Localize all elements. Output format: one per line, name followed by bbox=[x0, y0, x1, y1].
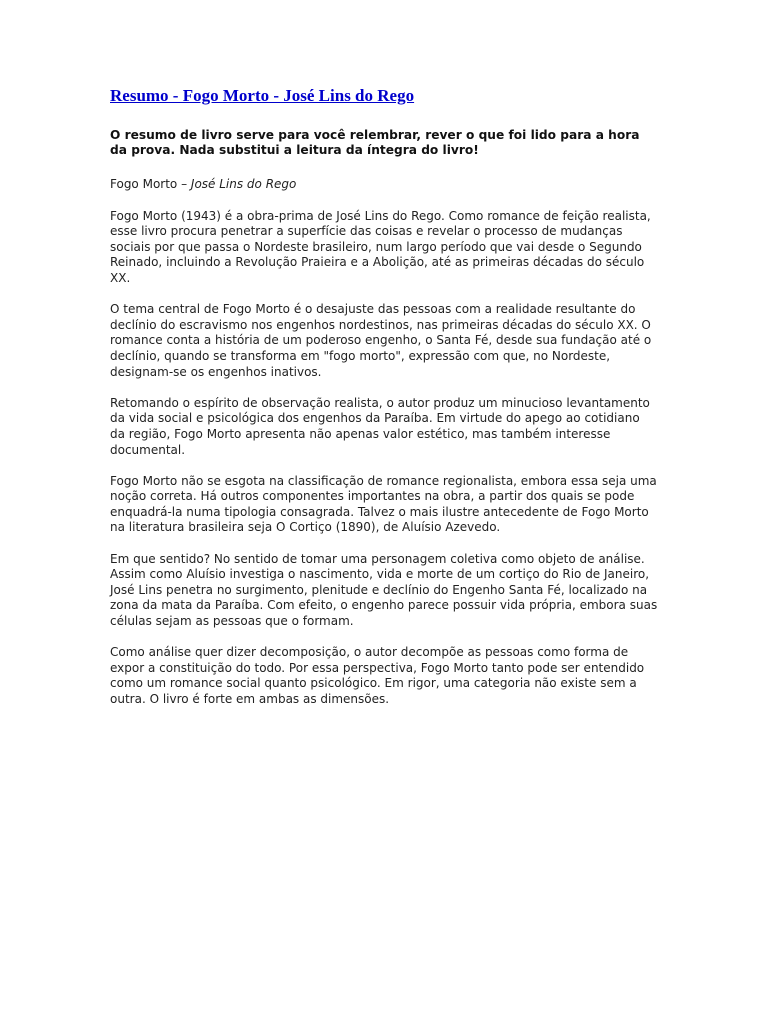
page-title-link[interactable]: Resumo - Fogo Morto - José Lins do Rego bbox=[110, 86, 415, 105]
paragraph-2: O tema central de Fogo Morto é o desajuste das pessoas com a realidade resultante do declínio do escravismo nos engenhos nordestinos, nas primeiras décadas do século XX. O romance conta a história de um poderoso engenho, o Santa Fé, desde sua fundação até o declínio, quando se transforma em "fogo morto", expressão com que, no Nordeste, designam-se os engenhos inativos. bbox=[110, 302, 652, 379]
paragraph-5: Em que sentido? No sentido de tomar uma personagem coletiva como objeto de análise. Assim como Aluísio investiga o nascimento, vida e morte de um cortiço do Rio de Janeiro, José Lins penetra no surgimento, plenitude e declínio do Engenho Santa Fé, localizado na zona da mata da Paraíba. Com efeito, o engenho parece possuir vida própria, embora suas células sejam as pessoas que o formam. bbox=[110, 551, 658, 629]
document-page bbox=[110, 86, 658, 723]
paragraph-1: Fogo Morto (1943) é a obra-prima de José Lins do Rego. Como romance de feição realista, esse livro procura penetrar a superfície das coisas e revelar o processo de mudanças sociais por que passa o Nordeste brasileiro, num largo período que vai desde o Segundo Reinado, incluindo a Revolução Praieira e a Abolição, até as primeiras décadas do século XX. bbox=[110, 208, 651, 285]
byline bbox=[110, 177, 658, 193]
byline-book: Fogo Morto – bbox=[110, 177, 191, 191]
paragraph-4: Fogo Morto não se esgota na classificação de romance regionalista, embora essa seja uma noção correta. Há outros componentes importantes na obra, a partir dos quais se pode enquadrá-la numa tipologia consagrada. Talvez o mais ilustre antecedente de Fogo Morto na literatura brasileira seja O Cortiço (1890), de Aluísio Azevedo. bbox=[110, 473, 657, 535]
paragraph-6: Como análise quer dizer decomposição, o autor decompõe as pessoas como forma de expor a constituição do todo. Por essa perspectiva, Fogo Morto tanto pode ser entendido como um romance social quanto psicológico. Em rigor, uma categoria não existe sem a outra. O livro é forte em ambas as dimensões. bbox=[110, 645, 645, 706]
intro-text: O resumo de livro serve para você relembrar, rever o que foi lido para a hora da prova. Nada substitui a leitura da íntegra do livro! bbox=[110, 128, 640, 157]
byline-author: José Lins do Rego bbox=[190, 177, 297, 191]
paragraph-3: Retomando o espírito de observação realista, o autor produz um minucioso levantamento da vida social e psicológica dos engenhos da Paraíba. Em virtude do apego ao cotidiano da região, Fogo Morto apresenta não apenas valor estético, mas também interesse documental. bbox=[110, 395, 650, 457]
